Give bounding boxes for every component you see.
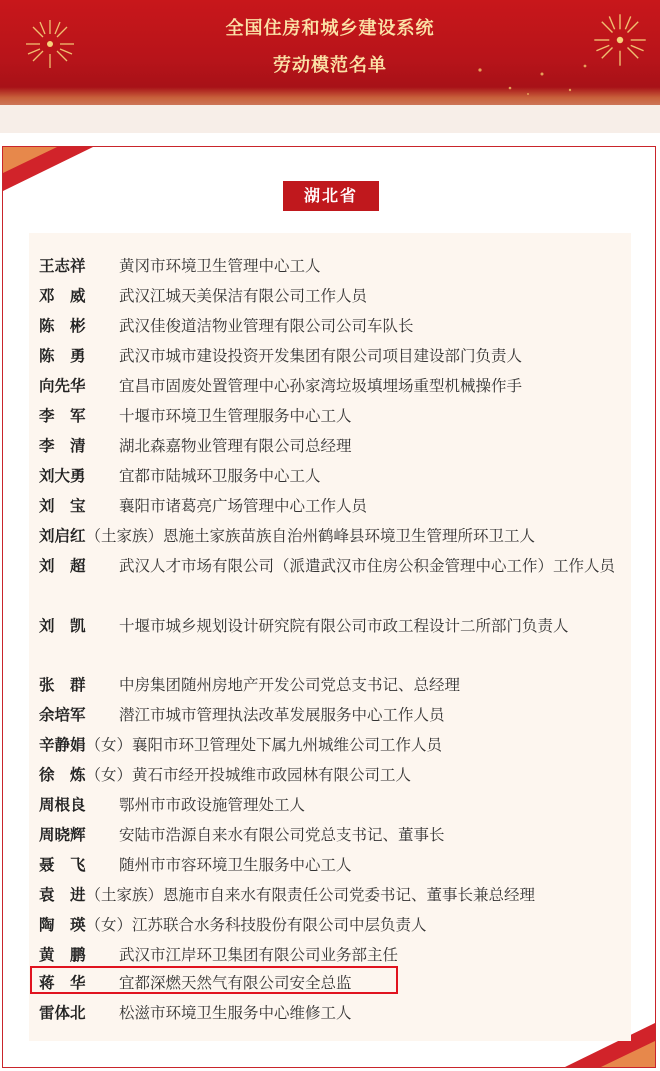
list-item	[39, 431, 352, 461]
person-name: 张 群	[39, 676, 86, 694]
header-banner	[0, 0, 660, 105]
person-desc: 宜都市陆城环卫服务中心工人	[119, 467, 321, 485]
person-name: 陈 彬	[39, 317, 86, 335]
person-name: 向先华	[39, 377, 86, 395]
person-desc: 黄冈市环境卫生管理中心工人	[119, 257, 321, 275]
list-item	[39, 371, 522, 401]
person-desc: 襄阳市诸葛亮广场管理中心工作人员	[119, 497, 368, 515]
person-name: 余培军	[39, 706, 86, 724]
list-item	[39, 998, 352, 1028]
person-name: 袁 进	[39, 886, 86, 904]
person-name: 陶 瑛	[39, 916, 86, 934]
person-desc: 武汉江城天美保洁有限公司工作人员	[119, 287, 368, 305]
corner-decoration	[3, 147, 57, 173]
list-item	[39, 491, 367, 521]
list-item	[39, 670, 460, 700]
person-desc: 湖北森嘉物业管理有限公司总经理	[119, 437, 352, 455]
highlight-box	[30, 966, 398, 994]
person-desc: （女）黄石市经开投城维市政园林有限公司工人	[85, 766, 412, 784]
person-desc: （女）江苏联合水务科技股份有限公司中层负责人	[85, 916, 427, 934]
person-name: 聂 飞	[39, 856, 86, 874]
list-item	[39, 251, 321, 281]
person-name: 刘大勇	[39, 467, 86, 485]
person-desc: 武汉佳俊道洁物业管理有限公司公司车队长	[119, 317, 414, 335]
section-divider	[0, 105, 660, 133]
person-desc: 武汉市江岸环卫集团有限公司业务部主任	[119, 946, 399, 964]
list-item	[39, 820, 445, 850]
person-name: 刘 超	[39, 557, 86, 575]
person-desc: 安陆市浩源自来水有限公司党总支书记、董事长	[119, 826, 445, 844]
person-name: 刘 凯	[39, 617, 86, 635]
corner-decoration	[601, 1041, 655, 1067]
person-desc: 武汉人才市场有限公司（派遣武汉市住房公积金管理中心工作）工作人员	[119, 557, 616, 575]
list-item	[39, 910, 427, 940]
list-item	[39, 551, 624, 581]
person-name: 雷体北	[39, 1004, 86, 1022]
header-title-line1: 全国住房和城乡建设系统	[225, 18, 435, 39]
person-name: 邓 威	[39, 287, 86, 305]
list-item	[39, 611, 624, 641]
list-item	[39, 341, 522, 371]
person-name: 辛静娟	[39, 736, 86, 754]
person-desc: 十堰市城乡规划设计研究院有限公司市政工程设计二所部门负责人	[119, 617, 569, 635]
person-name: 李 军	[39, 407, 86, 425]
person-name: 黄 鹏	[39, 946, 86, 964]
list-item	[39, 281, 367, 311]
person-name: 刘启红	[39, 527, 86, 545]
person-desc: 中房集团随州房地产开发公司党总支书记、总经理	[119, 676, 461, 694]
person-desc: 潜江市城市管理执法改革发展服务中心工作人员	[119, 706, 445, 724]
person-name: 周晓辉	[39, 826, 86, 844]
header-title-line2: 劳动模范名单	[273, 55, 387, 76]
list-item	[39, 790, 305, 820]
person-desc: （女）襄阳市环卫管理处下属九州城维公司工作人员	[85, 736, 443, 754]
list-item	[39, 700, 445, 730]
person-desc: 武汉市城市建设投资开发集团有限公司项目建设部门负责人	[119, 347, 523, 365]
list-card	[2, 146, 656, 1068]
person-desc: 松滋市环境卫生服务中心维修工人	[119, 1004, 352, 1022]
list-item	[39, 521, 535, 551]
person-desc: 随州市市容环境卫生服务中心工人	[119, 856, 352, 874]
person-name: 王志祥	[39, 257, 86, 275]
list-item	[39, 730, 442, 760]
person-name: 刘 宝	[39, 497, 86, 515]
list-item	[39, 880, 535, 910]
list-item	[39, 311, 414, 341]
person-name: 徐 炼	[39, 766, 86, 784]
person-name: 周根良	[39, 796, 86, 814]
person-desc: 宜昌市固废处置管理中心孙家湾垃圾填埋场重型机械操作手	[119, 377, 523, 395]
person-desc: 宜都深燃天然气有限公司安全总监	[119, 974, 352, 992]
person-desc: （土家族）恩施市自来水有限责任公司党委书记、董事长兼总经理	[85, 886, 536, 904]
person-desc: 十堰市环境卫生管理服务中心工人	[119, 407, 352, 425]
person-desc: 鄂州市市政设施管理处工人	[119, 796, 306, 814]
person-desc: （土家族）恩施土家族苗族自治州鹤峰县环境卫生管理所环卫工人	[85, 527, 536, 545]
person-name: 陈 勇	[39, 347, 86, 365]
list-item	[39, 760, 411, 790]
list-item	[39, 401, 352, 431]
province-title: 湖北省	[283, 181, 379, 211]
list-item	[39, 850, 352, 880]
person-name: 蒋 华	[39, 974, 86, 992]
person-name: 李 清	[39, 437, 86, 455]
list-item	[39, 461, 321, 491]
